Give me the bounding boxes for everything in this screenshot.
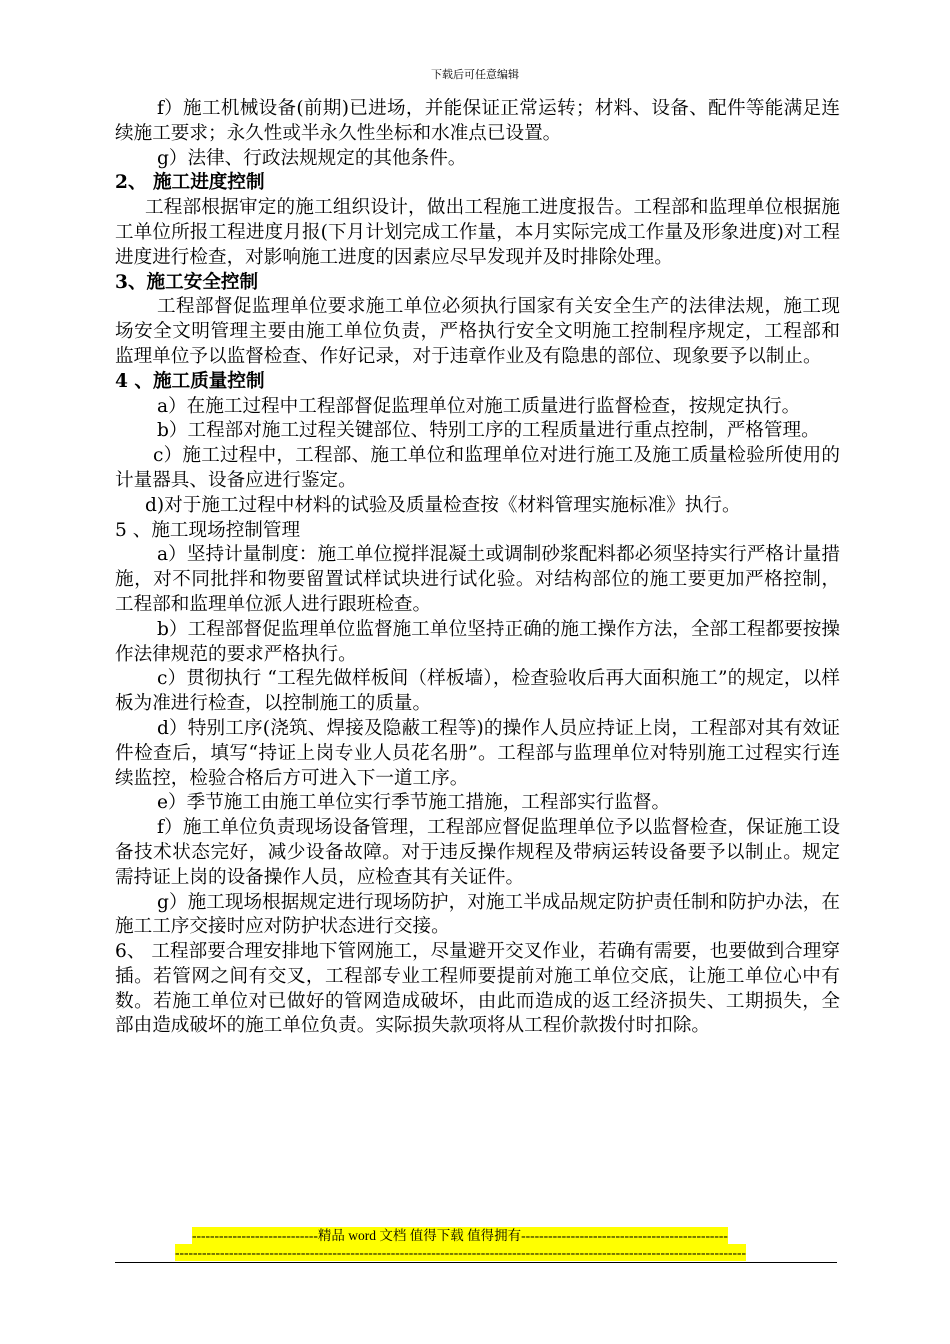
paragraph-site-f: f）施工单位负责现场设备管理，工程部应督促监理单位予以监督检查，保证施工设备技术状态完好，减少设备故障。对于违反操作规程及带病运转设备要予以制止。规定需持证上岗的设备操作人员，应检查其有关证件。 bbox=[115, 817, 840, 888]
section-heading-site: 5 、施工现场控制管理 bbox=[115, 519, 301, 541]
paragraph-quality-c: c）施工过程中，工程部、施工单位和监理单位对进行施工及施工质量检验所使用的计量器具、设备应进行鉴定。 bbox=[115, 445, 840, 491]
paragraph-progress: 工程部根据审定的施工组织设计，做出工程施工进度报告。工程部和监理单位根据施工单位所报工程进度月报(下月计划完成工作量，本月实际完成工作量及形象进度)对工程进度进行检查，对影响施工进度的因素应尽早发现并及时排除处理。 bbox=[115, 197, 840, 268]
section-heading-progress: 2、 施工进度控制 bbox=[115, 172, 265, 194]
paragraph-f-conditions: f）施工机械设备(前期)已进场，并能保证正常运转；材料、设备、配件等能满足连续施工要求；永久性或半永久性坐标和水准点已设置。 bbox=[115, 98, 840, 144]
paragraph-site-g: g）施工现场根据规定进行现场防护，对施工半成品规定防护责任制和防护办法，在施工工序交接时应对防护状态进行交接。 bbox=[115, 891, 840, 938]
paragraph-section-6: 6、 工程部要合理安排地下管网施工，尽量避开交叉作业，若确有需要，也要做到合理穿插。若管网之间有交叉，工程部专业工程师要提前对施工单位交底，让施工单位心中有数。若施工单位对已做好的管网造成破坏，由此而造成的返工经济损失、工期损失，全部由造成破坏的施工单位负责。实际损失款项将从工程价款拨付时扣除。 bbox=[115, 941, 840, 1037]
paragraph-site-a: a）坚持计量制度：施工单位搅拌混凝土或调制砂浆配料都必须坚持实行严格计量措施，对不同批拌和物要留置试样试块进行试化验。对结构部位的施工要更加严格控制，工程部和监理单位派人进行跟班检查。 bbox=[115, 544, 840, 615]
footer-banner bbox=[115, 1227, 840, 1261]
paragraph-site-c: c）贯彻执行 “工程先做样板间（样板墙），检查验收后再大面积施工”的规定，以样板为准进行检查，以控制施工的质量。 bbox=[115, 668, 840, 715]
paragraph-site-d: d）特别工序(浇筑、焊接及隐蔽工程等)的操作人员应持证上岗，工程部对其有效证件检查后，填写“持证上岗专业人员花名册”。工程部与监理单位对特别施工过程实行连续监控，检验合格后方可进入下一道工序。 bbox=[115, 717, 840, 789]
section-heading-quality: 4 、施工质量控制 bbox=[115, 370, 265, 392]
section-heading-safety: 3、施工安全控制 bbox=[115, 271, 259, 293]
document-body bbox=[115, 97, 840, 1039]
paragraph-safety: 工程部督促监理单位要求施工单位必须执行国家有关安全生产的法律法规，施工现场安全文明管理主要由施工单位负责，严格执行安全文明施工控制程序规定，工程部和监理单位予以监督检查、作好记录，对于违章作业及有隐患的部位、现象要予以制止。 bbox=[115, 296, 840, 367]
page-header: 下载后可任意编辑 bbox=[431, 68, 519, 81]
paragraph-site-e: e）季节施工由施工单位实行季节施工措施，工程部实行监督。 bbox=[157, 792, 671, 814]
footer-line-1: ----------------------------精品 word 文档 值得下载 值得拥有---------------------------------------------- bbox=[192, 1228, 728, 1243]
footer-rule bbox=[115, 1262, 837, 1263]
paragraph-quality-b: b）工程部对施工过程关键部位、特别工序的工程质量进行重点控制，严格管理。 bbox=[157, 420, 820, 442]
paragraph-quality-d: d)对于施工过程中材料的试验及质量检查按《材料管理实施标准》执行。 bbox=[145, 494, 741, 516]
paragraph-quality-a: a）在施工过程中工程部督促监理单位对施工质量进行监督检查，按规定执行。 bbox=[157, 395, 801, 417]
paragraph-g-conditions: g）法律、行政法规规定的其他条件。 bbox=[157, 147, 467, 169]
paragraph-site-b: b）工程部督促监理单位监督施工单位坚持正确的施工操作方法，全部工程都要按操作法律规范的要求严格执行。 bbox=[115, 618, 840, 665]
footer-line-2: ------------------------------------------------------------------------------------------------------------------------------- bbox=[175, 1245, 746, 1260]
